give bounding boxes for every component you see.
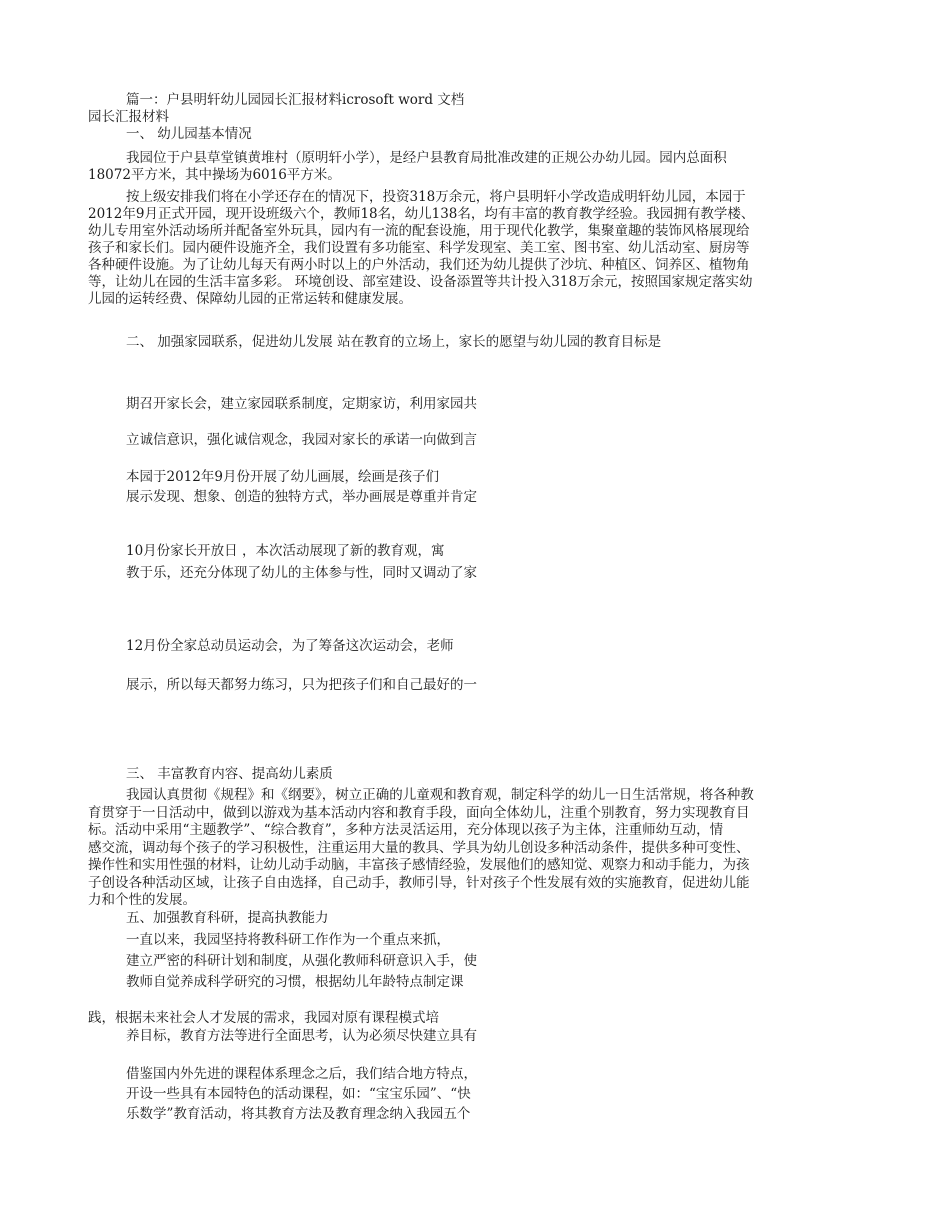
section-1-p1-line: 18072平方米，其中操场为6016平方米。 bbox=[88, 167, 341, 183]
section-2-line: 12月份全家总动员运动会，为了筹备这次运动会，老师 bbox=[126, 638, 454, 654]
section-5-line: 建立严密的科研计划和制度，从强化教师科研意识入手，使 bbox=[126, 953, 477, 969]
section-3-line: 力和个性的发展。 bbox=[88, 892, 196, 908]
section-2-line: 本园于2012年9月份开展了幼儿画展，绘画是孩子们 bbox=[126, 469, 439, 485]
section-1-p2-line: 幼儿专用室外活动场所并配备室外玩具，园内有一流的配套设施，用于现代化教学，集聚童趣的装饰风格展现给 bbox=[88, 223, 750, 239]
section-5-line: 开设一些具有本园特色的活动课程，如：“宝宝乐园”、“快 bbox=[126, 1086, 471, 1102]
section-1-p2-line: 2012年9月正式开园，现开设班级六个，教师18名，幼儿138名，均有丰富的教育教学经验。我园拥有教学楼、 bbox=[88, 206, 755, 222]
section-2-line: 教于乐，还充分体现了幼儿的主体参与性，同时又调动了家 bbox=[126, 565, 477, 581]
section-5-line: 践，根据未来社会人才发展的需求，我园对原有课程模式培 bbox=[88, 1010, 439, 1026]
section-2-line: 立诚信意识，强化诚信观念，我园对家长的承诺一向做到言 bbox=[126, 432, 477, 448]
section-1-p2-line: 儿园的运转经费、保障幼儿园的正常运转和健康发展。 bbox=[88, 291, 412, 307]
document-subtitle: 园长汇报材料 bbox=[88, 109, 169, 125]
section-5-line: 乐数学”教育活动，将其教育方法及教育理念纳入我园五个 bbox=[126, 1106, 471, 1122]
section-1-heading: 一、 幼儿园基本情况 bbox=[126, 126, 252, 142]
section-2-line: 展示，所以每天都努力练习，只为把孩子们和自己最好的一 bbox=[126, 677, 477, 693]
section-3-line: 标。活动中采用“主题教学”、“综合教育”，多种方法灵活运用，充分体现以孩子为主体，注重师幼互动，情 bbox=[88, 822, 724, 838]
document-title: 篇一：户县明轩幼儿园园长汇报材料icrosoft word 文档 bbox=[126, 92, 465, 108]
section-3-line: 感交流，调动每个孩子的学习积极性，注重运用大量的教具、学具为幼儿创设多种活动条件，提供多种可变性、 bbox=[88, 840, 750, 856]
section-1-p2-line: 等，让幼儿在园的生活丰富多彩。 环境创设、部室建设、设备添置等共计投入318万余元，按照国家规定落实幼 bbox=[88, 274, 753, 290]
section-5-line: 借鉴国内外先进的课程体系理念之后，我们结合地方特点， bbox=[126, 1066, 477, 1082]
section-5-line: 教师自觉养成科学研究的习惯，根据幼儿年龄特点制定课 bbox=[126, 974, 464, 990]
section-3-line: 操作性和实用性强的材料，让幼儿动手动脑，丰富孩子感情经验，发展他们的感知觉、观察力和动手能力，为孩 bbox=[88, 857, 750, 873]
section-3-heading: 三、 丰富教育内容、提高幼儿素质 bbox=[126, 766, 333, 782]
section-1-p2-line: 各种硬件设施。为了让幼儿每天有两小时以上的户外活动，我们还为幼儿提供了沙坑、种植区、饲养区、植物角 bbox=[88, 257, 750, 273]
section-5-line: 一直以来，我园坚持将教科研工作作为一个重点来抓， bbox=[126, 932, 450, 948]
section-1-p1-line: 我园位于户县草堂镇黄堆村（原明轩小学），是经户县教育局批准改建的正规公办幼儿园。园内总面积 bbox=[126, 150, 727, 166]
section-3-line: 子创设各种活动区域，让孩子自由选择，自己动手，教师引导，针对孩子个性发展有效的实施教育，促进幼儿能 bbox=[88, 875, 750, 891]
section-5-heading: 五、加强教育科研，提高执教能力 bbox=[126, 910, 329, 926]
section-5-line: 养目标，教育方法等进行全面思考，认为必须尽快建立具有 bbox=[126, 1028, 477, 1044]
section-2-line: 期召开家长会，建立家园联系制度，定期家访，利用家园共 bbox=[126, 396, 477, 412]
section-2-line: 展示发现、想象、创造的独特方式，举办画展是尊重并肯定 bbox=[126, 489, 477, 505]
section-2-heading: 二、 加强家园联系，促进幼儿发展 站在教育的立场上，家长的愿望与幼儿园的教育目标是 bbox=[126, 334, 662, 350]
section-3-line: 我园认真贯彻《规程》和《纲要》，树立正确的儿童观和教育观，制定科学的幼儿一日生活常规，将各种教 bbox=[126, 787, 754, 803]
section-3-line: 育贯穿于一日活动中，做到以游戏为基本活动内容和教育手段，面向全体幼儿，注重个别教育，努力实现教育目 bbox=[88, 805, 750, 821]
section-2-line: 10月份家长开放日 ，本次活动展现了新的教育观，寓 bbox=[126, 543, 445, 559]
section-1-p2-line: 孩子和家长们。园内硬件设施齐全，我们设置有多功能室、科学发现室、美工室、图书室、幼儿活动室、厨房等 bbox=[88, 240, 750, 256]
section-1-p2-line: 按上级安排我们将在小学还存在的情况下，投资318万余元，将户县明轩小学改造成明轩幼儿园，本园于 bbox=[126, 189, 746, 205]
